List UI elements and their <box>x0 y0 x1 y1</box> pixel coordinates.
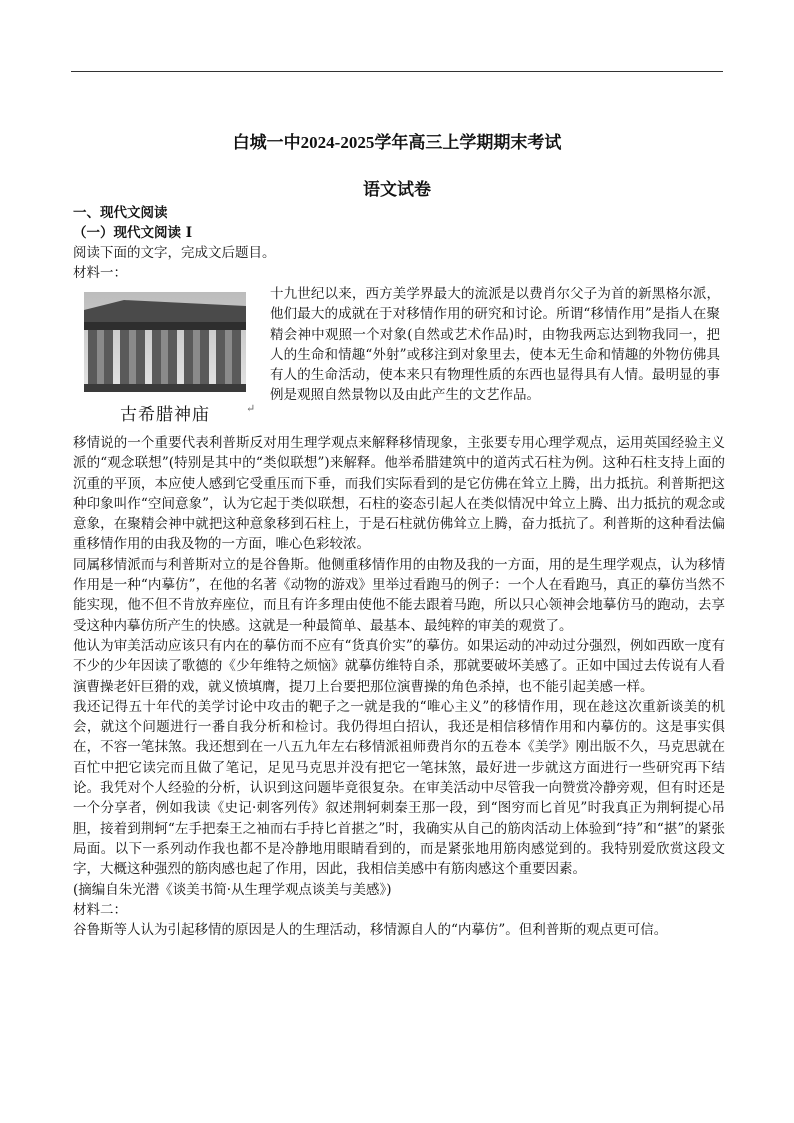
header-rule <box>71 71 723 72</box>
subsection-heading: （一）现代文阅读 I <box>73 225 193 241</box>
exam-title: 白城一中2024-2025学年高三上学期期末考试 <box>232 133 562 152</box>
paragraph: 谷鲁斯等人认为引起移情的原因是人的生理活动，移情源自人的“内摹仿”。但利普斯的观点更可信。 <box>73 922 668 939</box>
exam-subtitle: 语文试卷 <box>363 180 431 199</box>
paragraph: 我还记得五十年代的美学讨论中攻击的靶子之一就是我的“唯心主义”的移情作用，现在趁这次重新谈美的机会，就这个问题进行一番自我分析和检讨。我仍得坦白招认，我还是相信移情作用和内摹仿的。这是事实俱在，不容一笔抹煞。我还想到在一八五九年左右移情派祖师费肖尔的五卷本《美学》刚出版不久，马克思就在百忙中把它读完而且做了笔记，足见马克思并没有把它一笔抹煞，最好进一步就这方面进行一些研究再下结论。我凭对个人经验的分析，认识到这问题毕竟很复杂。在审美活动中尽管我一向赞赏冷静旁观，但有时还是一个分享者，例如我读《史记·刺客列传》叙述荆轲刺秦王那一段，到“图穷而匕首见”时我真正为荆轲提心吊胆，接着到荆轲“左手把秦王之袖而右手持匕首揕之”时，我确实从自己的筋肉活动上体验到“持”和“揕”的紧张局面。以下一系列动作我也都不是冷静地用眼睛看到的，而是紧张地用筋肉感觉到的。我特别爱欣赏这段文字，大概这种强烈的筋肉感也起了作用，因此，我相信美感中有筋肉感这个重要因素。 <box>73 698 725 878</box>
material1-label: 材料一： <box>73 265 127 281</box>
paragraph: 移情说的一个重要代表利普斯反对用生理学观点来解释移情现象，主张要专用心理学观点，运用英国经验主义派的“观念联想”(特别是其中的“类似联想”)来解释。他举希腊建筑中的道芮式石柱为例。这种石柱支持上面的沉重的平顶，本应使人感到它受重压而下垂，而我们实际看到的是它仿佛在耸立上腾，出力抵抗。利普斯把这种印象叫作“空间意象”，认为它起于类似联想，石柱的姿态引起人在类似情况中耸立上腾、出力抵抗的观念或意象，在聚精会神中就把这种意象移到石柱上，于是石柱就仿佛耸立上腾，奋力抵抗了。利普斯的这种看法偏重移情作用的由我及物的一方面，唯心色彩较浓。 <box>73 435 725 553</box>
section-heading: 一、现代文阅读 <box>73 205 168 221</box>
paragraph: 同属移情派而与利普斯对立的是谷鲁斯。他侧重移情作用的由物及我的一方面，用的是生理学观点，认为移情作用是一种“内摹仿”，在他的名著《动物的游戏》里举过看跑马的例子：一个人在看跑马，真正的摹仿当然不能实现，他不但不肯放弃座位，而且有许多理由使他不能去跟着马跑，所以只心领神会地摹仿马的跑动，去享受这种内摹仿所产生的快感。这就是一种最简单、最基本、最纯粹的审美的观赏了。 <box>73 556 725 634</box>
paragraph: 他认为审美活动应该只有内在的摹仿而不应有“货真价实”的摹仿。如果运动的冲动过分强烈，例如西欧一度有不少的少年因读了歌德的《少年维特之烦恼》就摹仿维特自杀，那就要破坏美感了。正如中国过去传说有人看演曹操老奸巨猾的戏，就义愤填膺，提刀上台要把那位演曹操的角色杀掉，也不能引起美感一样。 <box>73 637 725 695</box>
material1-body <box>73 433 725 940</box>
temple-photo-icon <box>84 292 246 392</box>
source-citation: (摘编自朱光潜《谈美书简·从生理学观点谈美与美感》) <box>73 881 392 898</box>
paragraph-mark-icon: ↵ <box>246 402 256 415</box>
figure-caption: 古希腊神庙 <box>120 405 210 425</box>
instruction-text: 阅读下面的文字，完成文后题目。 <box>73 245 276 261</box>
temple-figure <box>84 292 246 427</box>
material1-intro: 十九世纪以来，西方美学界最大的流派是以费肖尔父子为首的新黑格尔派，他们最大的成就在于对移情作用的研究和讨论。所谓“移情作用”是指人在聚精会神中观照一个对象(自然或艺术作品)时，由物我两忘达到物我同一，把人的生命和情趣“外射”或移注到对象里去，使本无生命和情趣的外物仿佛具有人的生命活动，使本来只有物理性质的东西也显得具有人情。最明显的事例是观照自然景物以及由此产生的文艺作品。 <box>270 286 720 404</box>
material2-label: 材料二： <box>73 901 127 918</box>
